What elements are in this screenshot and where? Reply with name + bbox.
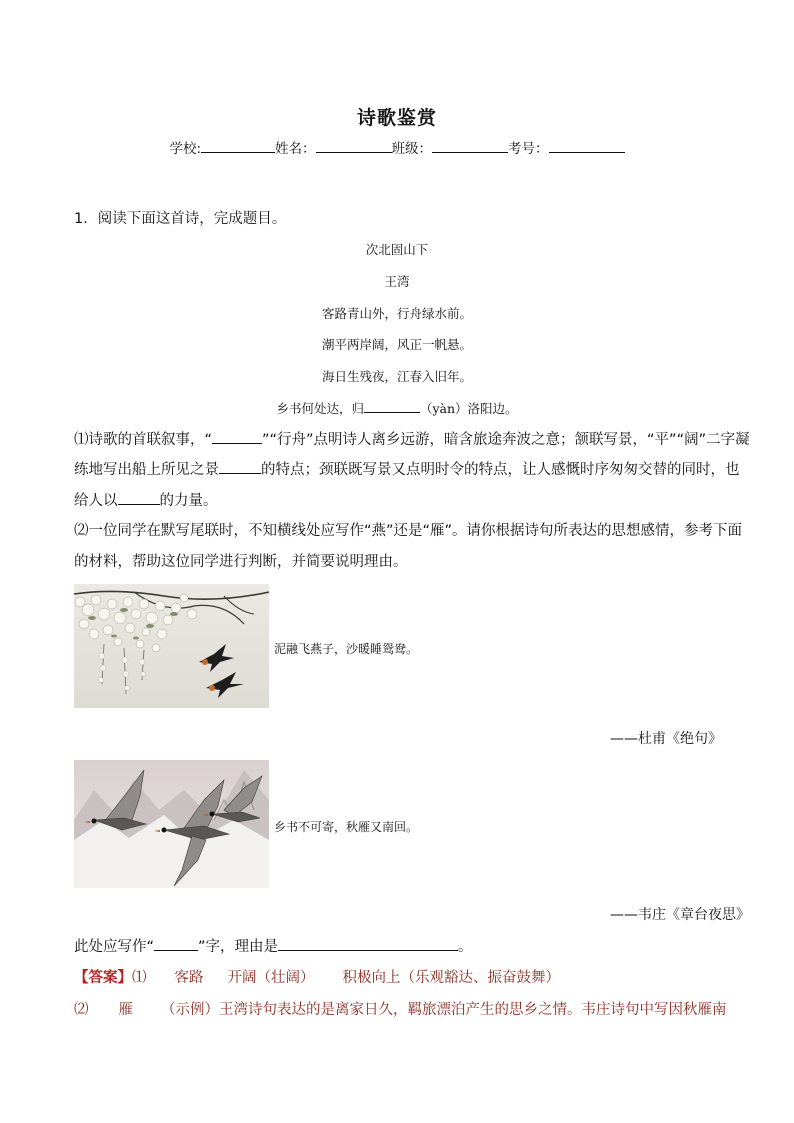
answer-1: 客路: [174, 970, 204, 986]
page-title: 诗歌鉴赏: [356, 107, 437, 129]
swallows-painting-image: [74, 584, 269, 708]
class-blank: [432, 140, 508, 153]
sub2-line-2: 的材料，帮助这位同学进行判断，并简要说明理由。: [74, 554, 408, 570]
fill-blank-word: [154, 936, 198, 951]
poem-line-2: 潮平两岸阔，风正一帆悬。: [321, 337, 472, 352]
answer-line-1: [74, 966, 560, 987]
fill-blank-reason: [278, 936, 458, 951]
sub1-blank-1: [212, 429, 262, 444]
class-label: 班级：: [391, 141, 433, 157]
material-2-source: ——韦庄《章台夜思》: [610, 907, 750, 923]
answer-word: 雁: [118, 1002, 133, 1018]
answer-part-1-label: ⑴: [132, 970, 147, 986]
number-label: 考号：: [508, 141, 549, 157]
student-info-line: [0, 137, 794, 157]
material-2-verse: 乡书不可寄，秋雁又南回。: [274, 820, 419, 834]
school-blank: [201, 140, 275, 153]
name-blank: [316, 140, 392, 153]
answer-part-2-label: ⑵: [74, 1002, 89, 1018]
sub1-text: 的力量。: [159, 493, 218, 509]
answer-3: 积极向上（乐观豁达、振奋鼓舞）: [342, 970, 560, 986]
sub1-blank-3: [118, 490, 160, 505]
sub1-blank-2: [219, 459, 261, 474]
geese-painting-image: [74, 760, 269, 888]
answer-2: 开阔（壮阔）: [227, 970, 315, 986]
poem-blank: [364, 398, 420, 413]
number-blank: [549, 140, 625, 153]
fill-text: 此处应写作“: [74, 939, 155, 955]
school-label: 学校:: [169, 141, 202, 157]
fill-text: 。: [458, 939, 473, 955]
sub1-text: ”“行舟”点明诗人离乡远游，暗含旅途奔波之意；颔联写景，“平”“阔”二字凝: [262, 432, 750, 448]
question-intro: 1．阅读下面这首诗，完成题目。: [74, 211, 287, 227]
poem-author: 王湾: [384, 274, 410, 289]
poem-line-4-start: 乡书何处达，归: [276, 401, 364, 416]
poem-line-4: [0, 398, 794, 417]
sub2-line-1: ⑵一位同学在默写尾联时，不知横线处应写作“燕”还是“雁”。请你根据诗句所表达的思想感情，参考下面: [74, 523, 743, 539]
sub1-line-1: [74, 428, 750, 449]
sub1-text: 给人以: [74, 493, 118, 509]
poem-title: 次北固山下: [365, 242, 429, 257]
material-1-source: ——杜甫《绝句》: [610, 731, 722, 747]
sub1-text: 练地写出船上所见之景: [74, 462, 219, 478]
answer-tag: 【答案】: [74, 970, 132, 986]
sub1-line-3: [74, 489, 218, 510]
fill-line: [74, 935, 473, 956]
sub1-text: ⑴诗歌的首联叙事，“: [74, 432, 213, 448]
name-label: 姓名：: [275, 141, 316, 157]
poem-line-3: 海日生残夜，江春入旧年。: [321, 369, 472, 384]
fill-text: ”字，理由是: [198, 939, 279, 955]
answer-line-2: [74, 998, 727, 1019]
material-1-verse: 泥融飞燕子，沙暖睡鸳鸯。: [274, 642, 419, 656]
sub1-line-2: [74, 458, 740, 479]
sub1-text: 的特点；颈联既写景又点明时令的特点，让人感慨时序匆匆交替的同时，也: [261, 462, 740, 478]
answer-reason: （示例）王湾诗句表达的是离家日久，羁旅漂泊产生的思乡之情。韦庄诗句中写因秋雁南: [161, 1002, 727, 1018]
poem-line-4-end: （yàn）洛阳边。: [419, 401, 518, 416]
poem-line-1: 客路青山外，行舟绿水前。: [321, 306, 472, 321]
